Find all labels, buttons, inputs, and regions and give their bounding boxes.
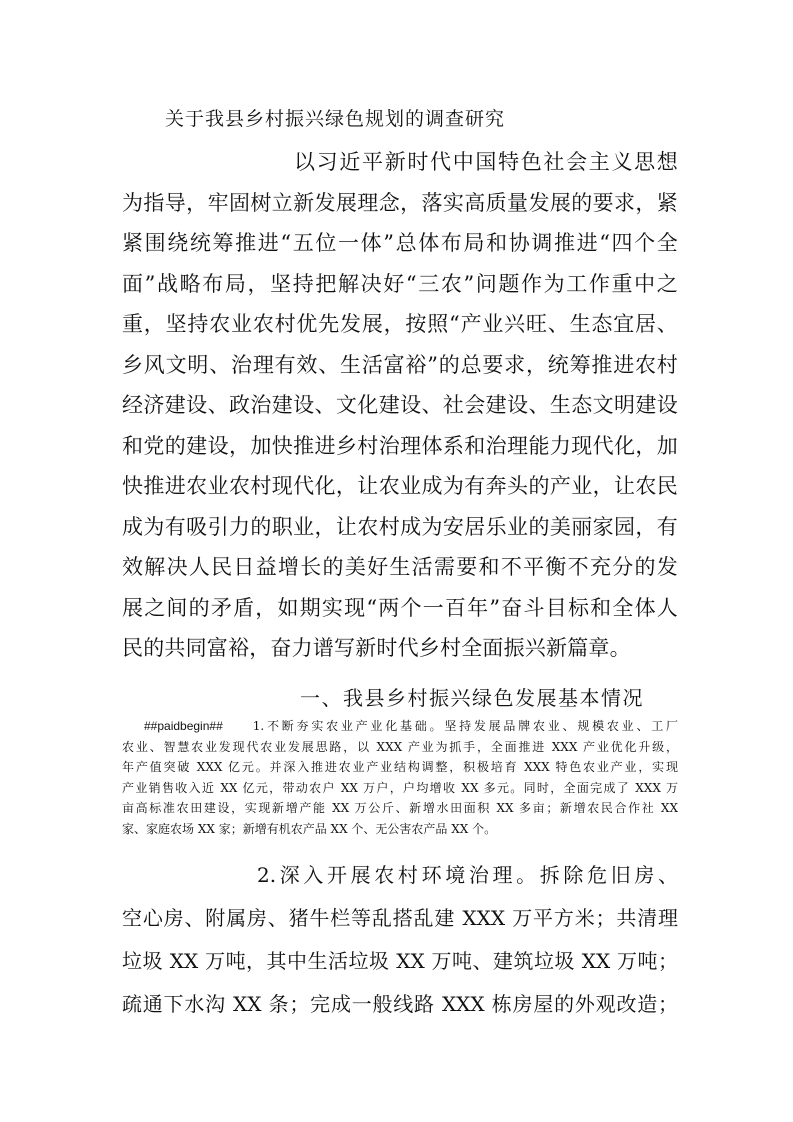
item-1-line: 农业、智慧农业发现代农业发展思路，以 XXX 产业为抓手，全面推进 XXX 产业优化升级， bbox=[122, 739, 678, 754]
intro-line: 快推进农业农村现代化，让农业成为有奔头的产业，让农民 bbox=[122, 474, 678, 498]
intro-line: 和党的建设，加快推进乡村治理体系和治理能力现代化，加 bbox=[122, 433, 678, 458]
document-title: 关于我县乡村振兴绿色规划的调查研究 bbox=[165, 108, 506, 130]
item-1-line: 产业销售收入近 XX 亿元，带动农户 XX 万户，户均增收 XX 多元。同时，全面完成了 XXX 万 bbox=[122, 780, 678, 795]
intro-line: 重，坚持农业农村优先发展，按照“产业兴旺、生态宜居、 bbox=[122, 312, 678, 336]
intro-line: 紧围绕统筹推进“五位一体”总体布局和协调推进“四个全 bbox=[122, 231, 678, 255]
intro-line: 面”战略布局，坚持把解决好“三农”问题作为工作重中之 bbox=[122, 271, 678, 296]
intro-line: 展之间的矛盾，如期实现“两个一百年”奋斗目标和全体人 bbox=[122, 595, 678, 620]
item-2-line: 空心房、附属房、猪牛栏等乱搭乱建 XXX 万平方米；共清理 bbox=[122, 906, 678, 930]
intro-line: 效解决人民日益增长的美好生活需要和不平衡不充分的发 bbox=[122, 555, 678, 579]
intro-line: 经济建设、政治建设、文化建设、社会建设、生态文明建设 bbox=[122, 393, 678, 417]
paid-marker: ##paidbegin## bbox=[144, 719, 223, 733]
item-1-line-text: 1.不断夯实农业产业化基础。坚持发展品牌农业、规模农业、工厂 bbox=[252, 719, 678, 733]
intro-line: 成为有吸引力的职业，让农村成为安居乐业的美丽家园，有 bbox=[122, 514, 678, 539]
section-heading: 一、我县乡村振兴绿色发展基本情况 bbox=[300, 686, 644, 710]
item-2-line: 垃圾 XX 万吨，其中生活垃圾 XX 万吨、建筑垃圾 XX 万吨； bbox=[122, 949, 678, 973]
item-2-paragraph bbox=[122, 854, 678, 1026]
item-1-line: 亩高标准农田建设，实现新增产能 XX 万公斤、新增水田面积 XX 多亩；新增农民合作社 XX bbox=[122, 801, 678, 815]
intro-line: 以习近平新时代中国特色社会主义思想 bbox=[294, 150, 678, 174]
item-2-line: 2.深入开展农村环境治理。拆除危旧房、 bbox=[257, 863, 678, 887]
item-1-paragraph bbox=[122, 716, 678, 839]
item-1-line: 年产值突破 XXX 亿元。并深入推进农业产业结构调整，积极培育 XXX 特色农业产业，实现 bbox=[122, 760, 678, 774]
item-1-line: 家、家庭农场 XX 家；新增有机农产品 XX 个、无公害农产品 XX 个。 bbox=[122, 821, 497, 836]
intro-line: 民的共同富裕，奋力谱写新时代乡村全面振兴新篇章。 bbox=[122, 636, 631, 660]
item-1-line bbox=[122, 716, 678, 737]
intro-line: 为指导，牢固树立新发展理念，落实高质量发展的要求，紧 bbox=[122, 190, 678, 215]
item-2-line: 疏通下水沟 XX 条；完成一般线路 XXX 栋房屋的外观改造； bbox=[122, 992, 678, 1016]
intro-paragraph bbox=[122, 142, 678, 669]
intro-line: 乡风文明、治理有效、生活富裕”的总要求，统筹推进农村 bbox=[122, 352, 678, 377]
